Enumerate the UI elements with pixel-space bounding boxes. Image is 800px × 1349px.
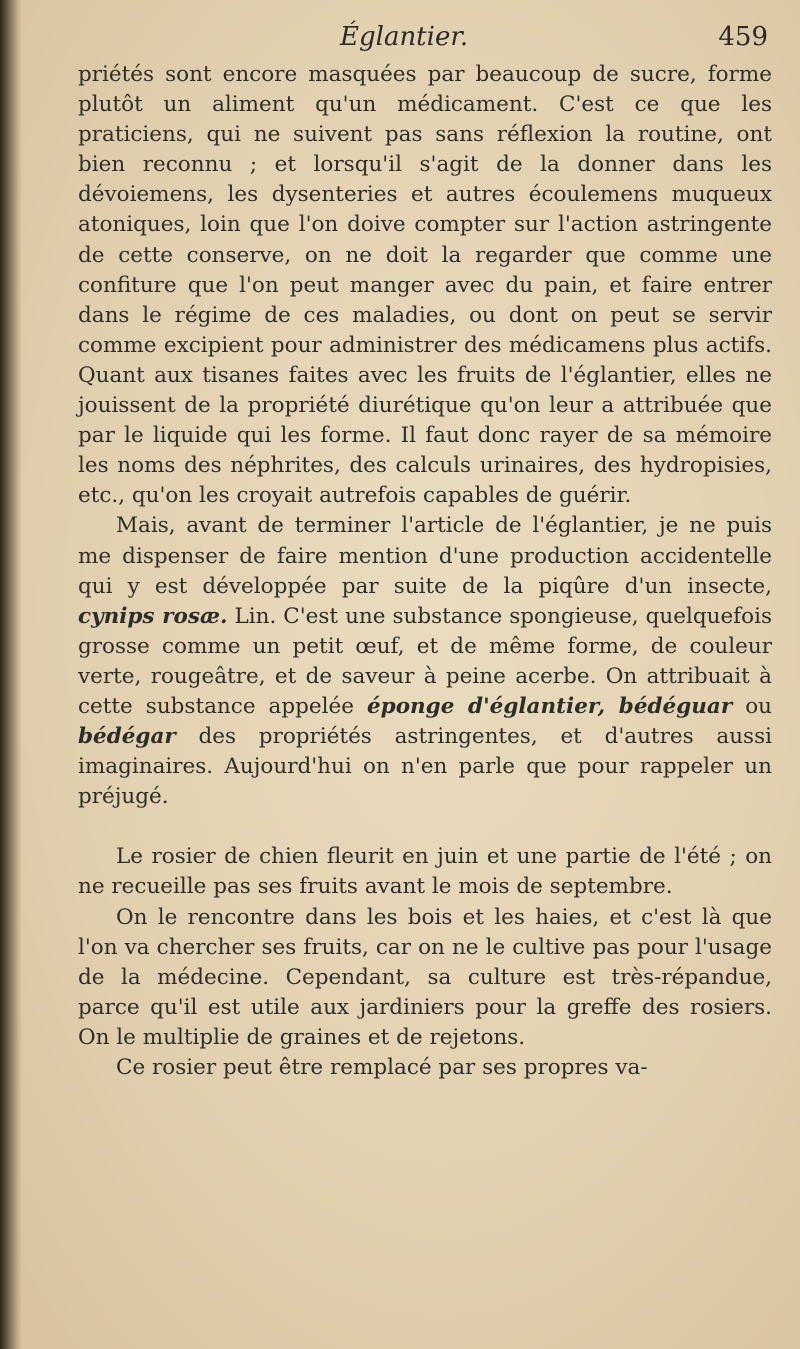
species-name: cynips rosæ. <box>78 603 228 629</box>
paragraph <box>78 60 772 511</box>
paragraph <box>78 511 772 812</box>
paragraph <box>78 842 772 902</box>
body-text <box>78 60 772 1083</box>
common-name: bédégar <box>78 724 176 750</box>
paragraph-text: priétés sont encore masquées par beaucoup de sucre, forme plutôt un aliment qu'un médicament. C'est ce que les praticiens, qui ne suivent pas sans réflexion la routine, ont bien reconnu ; et lorsqu'il s'agit de la donner dans les dévoiemens, les dysenteries et autres écoulemens muqueux atoniques, loin que l'on doive compter sur l'action astringente de cette conserve, on ne doit la regarder que comme une confiture que l'on peut manger avec du pain, et faire entrer dans le régime de ces maladies, ou dont on peut se servir comme excipient pour administrer des médicamens plus actifs. Quant aux tisanes faites avec les fruits de l'églantier, elles ne jouissent de la propriété diurétique qu'on leur a attribuée que par le liquide qui les forme. Il faut donc rayer de sa mémoire les noms des néphrites, des calculs urinaires, des hydropisies, etc., qu'on les croyait autrefois capables de guérir. <box>78 62 772 509</box>
paragraph-text: Mais, avant de terminer l'article de l'églantier, je ne puis me dispenser de faire mention d'une production accidentelle qui y est développée par suite de la piqûre d'un insecte, <box>78 513 772 599</box>
paragraph-text: ou <box>732 693 772 719</box>
paragraph-text: Ce rosier peut être remplacé par ses propres va- <box>116 1055 648 1080</box>
paragraph-text: des propriétés astringentes, et d'autres aussi imaginaires. Aujourd'hui on n'en parle que pour rappeler un préjugé. <box>78 724 772 810</box>
book-spine-shadow <box>0 0 22 1349</box>
running-title: Églantier. <box>340 22 469 52</box>
paragraph-text: Lin. C'est une substance spongieuse, quelquefois grosse comme un petit œuf, et de même forme, de couleur verte, rougeâtre, et de saveur à peine acerbe. On attribuait à cette substance appelée <box>78 603 772 719</box>
common-name: éponge d'églantier, bédéguar <box>366 693 733 719</box>
page-header <box>78 22 768 62</box>
paragraph <box>78 903 772 1053</box>
paragraph-text: On le rencontre dans les bois et les haies, et c'est là que l'on va chercher ses fruits, car on ne le cultive pas pour l'usage de la médecine. Cependant, sa culture est très-répandue, parce qu'il est utile aux jardiniers pour la greffe des rosiers. On le multiplie de graines et de rejetons. <box>78 904 772 1050</box>
page-number: 459 <box>718 22 768 52</box>
paragraph <box>78 1053 772 1083</box>
paragraph-text: Le rosier de chien fleurit en juin et une partie de l'été ; on ne recueille pas ses fruits avant le mois de septembre. <box>78 844 772 900</box>
